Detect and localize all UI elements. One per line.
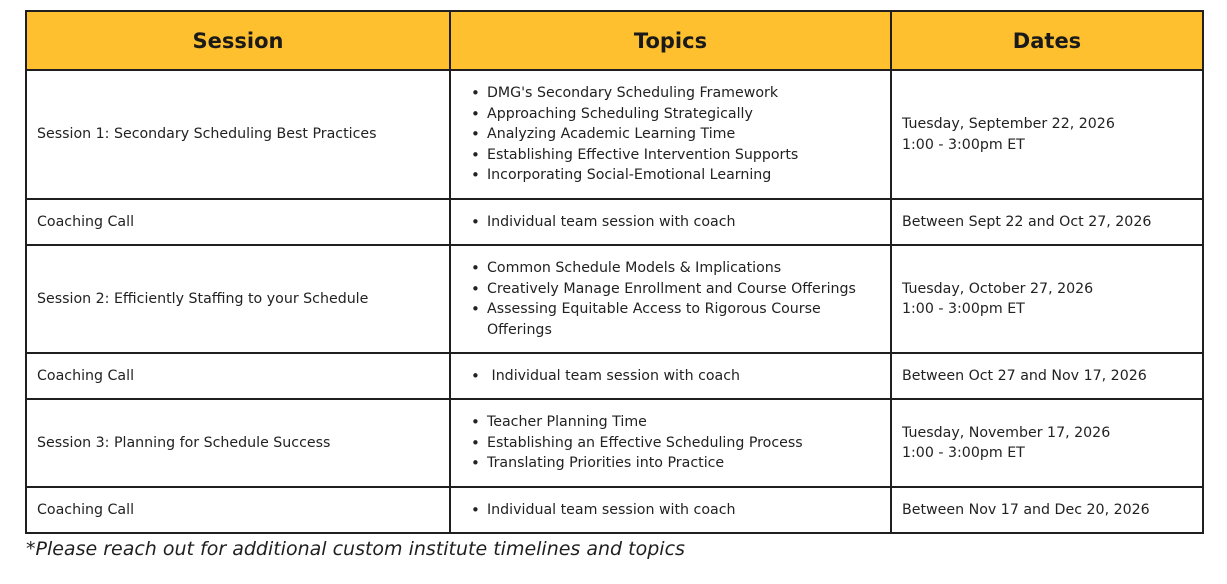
list-item: • Individual team session with coach [469,212,880,233]
table-row [26,199,1203,245]
time-text: 1:00 - 3:00pm ET [902,301,1025,317]
topics-list [469,500,880,521]
date-text: Tuesday, October 27, 2026 [902,280,1094,297]
topics-list [469,412,880,474]
dates-cell [891,70,1203,199]
table-row [26,399,1203,487]
list-item: • Approaching Scheduling Strategically [469,104,880,125]
list-item: • Creatively Manage Enrollment and Course Offerings [469,279,880,300]
schedule-table [25,10,1204,534]
list-item: • Common Schedule Models & Implications [469,258,880,279]
topics-cell [450,399,891,487]
list-item: • Analyzing Academic Learning Time [469,124,880,145]
session-cell: Coaching Call [26,487,450,533]
list-item: • Assessing Equitable Access to Rigorous Course Offerings [469,299,880,340]
footnote: *Please reach out for additional custom institute timelines and topics [26,538,685,560]
table-row [26,487,1203,533]
date-text: Tuesday, September 22, 2026 [902,116,1115,132]
list-item: • Incorporating Social-Emotional Learning [469,165,880,186]
date-text: Tuesday, November 17, 2026 [902,424,1111,441]
list-item: • Translating Priorities into Practice [469,453,880,474]
session-cell: Coaching Call [26,353,450,399]
header-row [26,11,1203,70]
header-topics: Topics [450,11,891,70]
time-text: 1:00 - 3:00pm ET [902,136,1025,153]
topics-cell [450,199,891,245]
topics-cell [450,487,891,533]
list-item: • Teacher Planning Time [469,412,880,433]
dates-cell [891,487,1203,533]
table-row [26,353,1203,399]
topics-cell [450,245,891,353]
header-session: Session [26,11,450,70]
topics-cell [450,353,891,399]
topics-list [469,366,880,387]
dates-cell [891,199,1203,245]
session-cell: Session 1: Secondary Scheduling Best Practices [26,70,450,199]
dates-cell [891,353,1203,399]
list-item: • DMG's Secondary Scheduling Framework [469,83,880,104]
header-dates: Dates [891,11,1203,70]
list-item: • Individual team session with coach [469,366,880,387]
topics-list [469,212,880,233]
session-cell: Session 3: Planning for Schedule Success [26,399,450,487]
table-row [26,70,1203,199]
session-cell: Coaching Call [26,199,450,245]
time-text: 1:00 - 3:00pm ET [902,445,1025,461]
session-cell: Session 2: Efficiently Staffing to your Schedule [26,245,450,353]
dates-cell [891,245,1203,353]
date-text: Between Oct 27 and Nov 17, 2026 [902,367,1147,384]
list-item: • Individual team session with coach [469,500,880,521]
table-row [26,245,1203,353]
dates-cell [891,399,1203,487]
topics-cell [450,70,891,199]
topics-list [469,258,880,340]
list-item: • Establishing an Effective Scheduling Process [469,433,880,454]
list-item: • Establishing Effective Intervention Supports [469,145,880,166]
date-text: Between Nov 17 and Dec 20, 2026 [902,501,1150,518]
date-text: Between Sept 22 and Oct 27, 2026 [902,213,1152,230]
topics-list [469,83,880,186]
